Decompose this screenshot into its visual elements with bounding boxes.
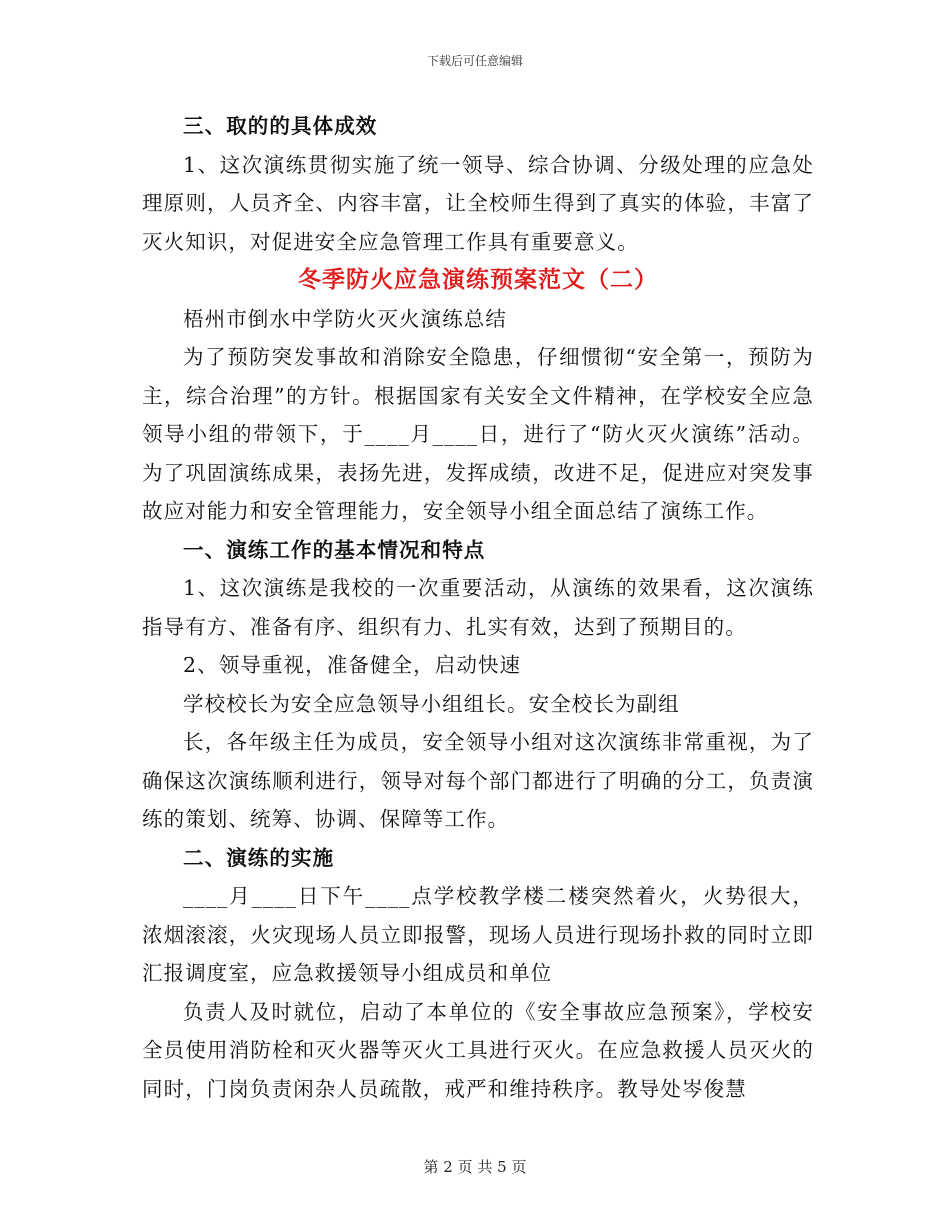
paragraph-implementation-2: 负责人及时就位，启动了本单位的《安全事故应急预案》，学校安全员使用消防栓和灭火器等灭火工具进行灭火。在应急救援人员灭火的同时，门岗负责闲杂人员疏散，戒严和维持秩序。教导处岑俊慧 (142, 999, 814, 1101)
paragraph-results-1: 1、这次演练贯彻实施了统一领导、综合协调、分级处理的应急处理原则，人员齐全、内容丰富，让全校师生得到了真实的体验，丰富了灭火知识，对促进安全应急管理工作具有重要意义。 (142, 152, 814, 254)
document-title: 冬季防火应急演练预案范文（二） (298, 267, 658, 293)
page-number: 第 2 页 共 5 页 (423, 1158, 527, 1176)
page-header-note: 下载后可任意编辑 (426, 54, 523, 68)
paragraph-basics-1: 1、这次演练是我校的一次重要活动，从演练的效果看，这次演练指导有方、准备有序、组织有力、扎实有效，达到了预期目的。 (142, 576, 814, 639)
document-body (142, 107, 814, 1108)
paragraph-implementation-1: ____月____日下午____点学校教学楼二楼突然着火，火势很大，浓烟滚滚，火灾现场人员立即报警，现场人员进行现场扑救的同时立即汇报调度室，应急救援领导小组成员和单位 (142, 884, 814, 985)
document-subtitle: 梧州市倒水中学防火灭火演练总结 (183, 306, 507, 331)
section-heading-basics: 一、演练工作的基本情况和特点 (183, 537, 486, 562)
section-heading-implementation: 二、演练的实施 (183, 845, 335, 870)
paragraph-leadership: 学校校长为安全应急领导小组组长。安全校长为副组 (183, 691, 680, 716)
section-heading-results: 三、取的的具体成效 (183, 114, 378, 138)
paragraph-intro: 为了预防突发事故和消除安全隐患，仔细惯彻“安全第一，预防为主，综合治理”的方针。根据国家有关安全文件精神，在学校安全应急领导小组的带领下，于____月____日，进行了“防火灭火演练”活动。为了巩固演练成果，表扬先进，发挥成绩，改进不足，促进应对突发事故应对能力和安全管理能力，安全领导小组全面总结了演练工作。 (142, 345, 814, 523)
paragraph-basics-2: 2、领导重视，准备健全，启动快速 (183, 653, 522, 677)
paragraph-leadership-cont: 长，各年级主任为成员，安全领导小组对这次演练非常重视，为了确保这次演练顺利进行，领导对每个部门都进行了明确的分工，负责演练的策划、统筹、协调、保障等工作。 (142, 730, 814, 831)
